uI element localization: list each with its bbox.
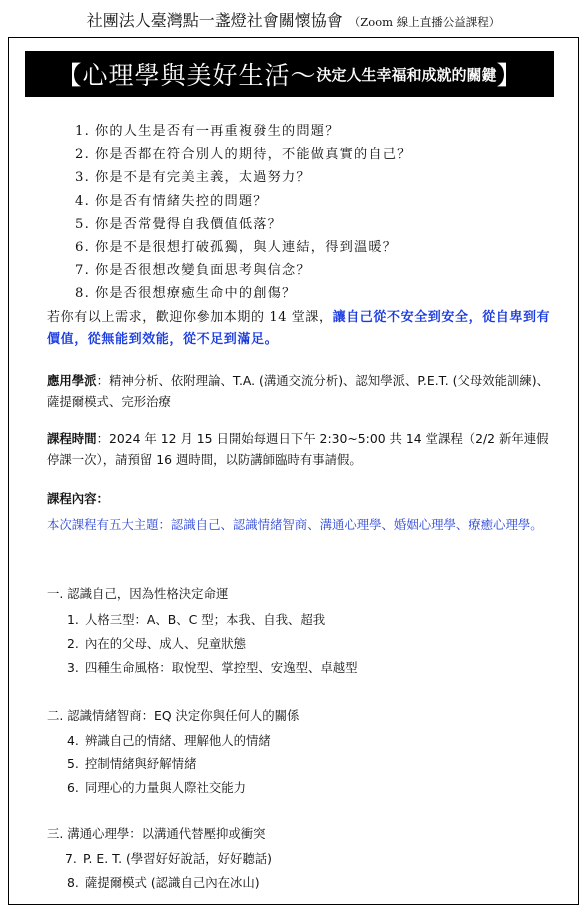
- org-header: [0, 8, 587, 31]
- question-text: 你的人生是否有一再重複發生的問題？: [95, 124, 340, 139]
- content-label: 課程內容：: [47, 491, 109, 506]
- section-item-text: P. E. T. (學習好好說話，好好聽話): [82, 851, 273, 866]
- question-item: [75, 120, 412, 143]
- section-item: [67, 873, 260, 891]
- section-item-text: 內在的父母、成人、兒童狀態: [84, 636, 247, 651]
- schools-paragraph: [47, 371, 552, 412]
- question-number: 3.: [75, 170, 90, 186]
- question-item: [75, 166, 412, 189]
- question-number: 7.: [75, 263, 90, 279]
- schedule-text: ：2024 年 12 月 15 日開始每週日下午 2:30~5:00 共 14 堂課程（2/2 新年連假停課一次），請預留 16 週時間，以防講師臨時有事請假。: [47, 431, 549, 467]
- question-item: [75, 213, 412, 236]
- question-text: 你是不是很想打破孤獨，與人連結，得到溫暖？: [95, 240, 398, 256]
- question-text: 你是否都在符合別人的期待，不能做真實的自己？: [95, 147, 412, 163]
- section-item: [67, 610, 325, 628]
- title-subtitle: 決定人生幸福和成就的關鍵: [316, 65, 497, 84]
- question-item: [75, 282, 412, 305]
- section-item: [67, 754, 196, 772]
- invite-paragraph: [47, 307, 552, 350]
- invite-text: 若你有以上需求，歡迎你參加本期的 14 堂課，: [47, 310, 333, 325]
- question-text: 你是否很想療癒生命中的創傷？: [95, 286, 297, 302]
- schools-label: 應用學派: [47, 373, 97, 388]
- question-text: 你是否常覺得自我價值低落？: [95, 216, 283, 232]
- section-title: 三. 溝通心理學：以溝通代替壓抑或衝突: [47, 826, 266, 841]
- question-number: 5.: [75, 216, 90, 232]
- section-item-text: 辨識自己的情緒、理解他人的情緒: [84, 733, 271, 748]
- section-item: [67, 634, 246, 652]
- title-close-bracket: 】: [496, 61, 523, 90]
- section-item-text: 同理心的力量與人際社交能力: [84, 780, 247, 795]
- section-item-number: 1.: [67, 612, 79, 627]
- org-name: 社團法人臺灣點一盞燈社會關懷協會: [86, 11, 343, 30]
- section-title: 一. 認識自己，因為性格決定命運: [47, 586, 229, 601]
- section-item-text: 人格三型：A、B、C 型；本我、自我、超我: [84, 612, 326, 627]
- invite-highlight: 讓自己從不安全到安全，從自卑到有價值，從無能到效能，從不足到滿足。: [47, 310, 551, 347]
- schedule-label: 課程時間: [47, 431, 97, 446]
- section-item-number: 6.: [67, 780, 79, 795]
- section-item-number: 2.: [67, 636, 79, 651]
- section-item-number: 3.: [67, 660, 79, 675]
- section-item-number: 7.: [65, 851, 77, 866]
- section-item-text: 控制情緒與紓解情緒: [84, 756, 197, 771]
- question-text: 你是否有情緒失控的問題？: [95, 193, 268, 209]
- schedule-paragraph: [47, 429, 552, 470]
- section-item: [65, 849, 272, 867]
- question-number: 4.: [75, 193, 90, 209]
- section-item: [67, 658, 358, 676]
- question-text: 你是不是有完美主義，太過努力？: [95, 170, 311, 186]
- title-main: 心理學與美好生活～: [82, 61, 317, 90]
- question-number: 2.: [75, 147, 90, 163]
- section-item-text: 薩提爾模式 (認識自己內在冰山): [84, 875, 260, 890]
- content-description: 本次課程有五大主題：認識自己、認識情緒智商、溝通心理學、婚姻心理學、療癒心理學。: [47, 517, 543, 532]
- question-item: [75, 236, 412, 259]
- section-item-text: 四種生命風格：取悅型、掌控型、安逸型、卓越型: [84, 660, 358, 675]
- title-bar: [25, 51, 554, 97]
- question-number: 8.: [75, 286, 90, 302]
- question-item: [75, 143, 412, 166]
- section-item-number: 5.: [67, 756, 79, 771]
- section-item: [67, 731, 271, 749]
- org-note: （Zoom 線上直播公益課程）: [348, 15, 501, 29]
- section-item-number: 8.: [67, 875, 79, 890]
- schools-text: ：精神分析、依附理論、T.A. (溝通交流分析)、認知學派、P.E.T. (父母效能訓練)、薩提爾模式、完形治療: [47, 373, 550, 409]
- title-open-bracket: 【: [56, 61, 83, 90]
- section-title: 二. 認識情緒智商：EQ 決定你與任何人的關係: [47, 708, 300, 723]
- question-number: 6.: [75, 240, 90, 256]
- question-list: [75, 120, 412, 306]
- question-number: 1.: [75, 124, 90, 139]
- question-item: [75, 190, 412, 213]
- section-item: [67, 778, 246, 796]
- question-item: [75, 259, 412, 282]
- flyer-frame: [8, 37, 579, 905]
- question-text: 你是否很想改變負面思考與信念？: [95, 263, 311, 279]
- section-item-number: 4.: [67, 733, 79, 748]
